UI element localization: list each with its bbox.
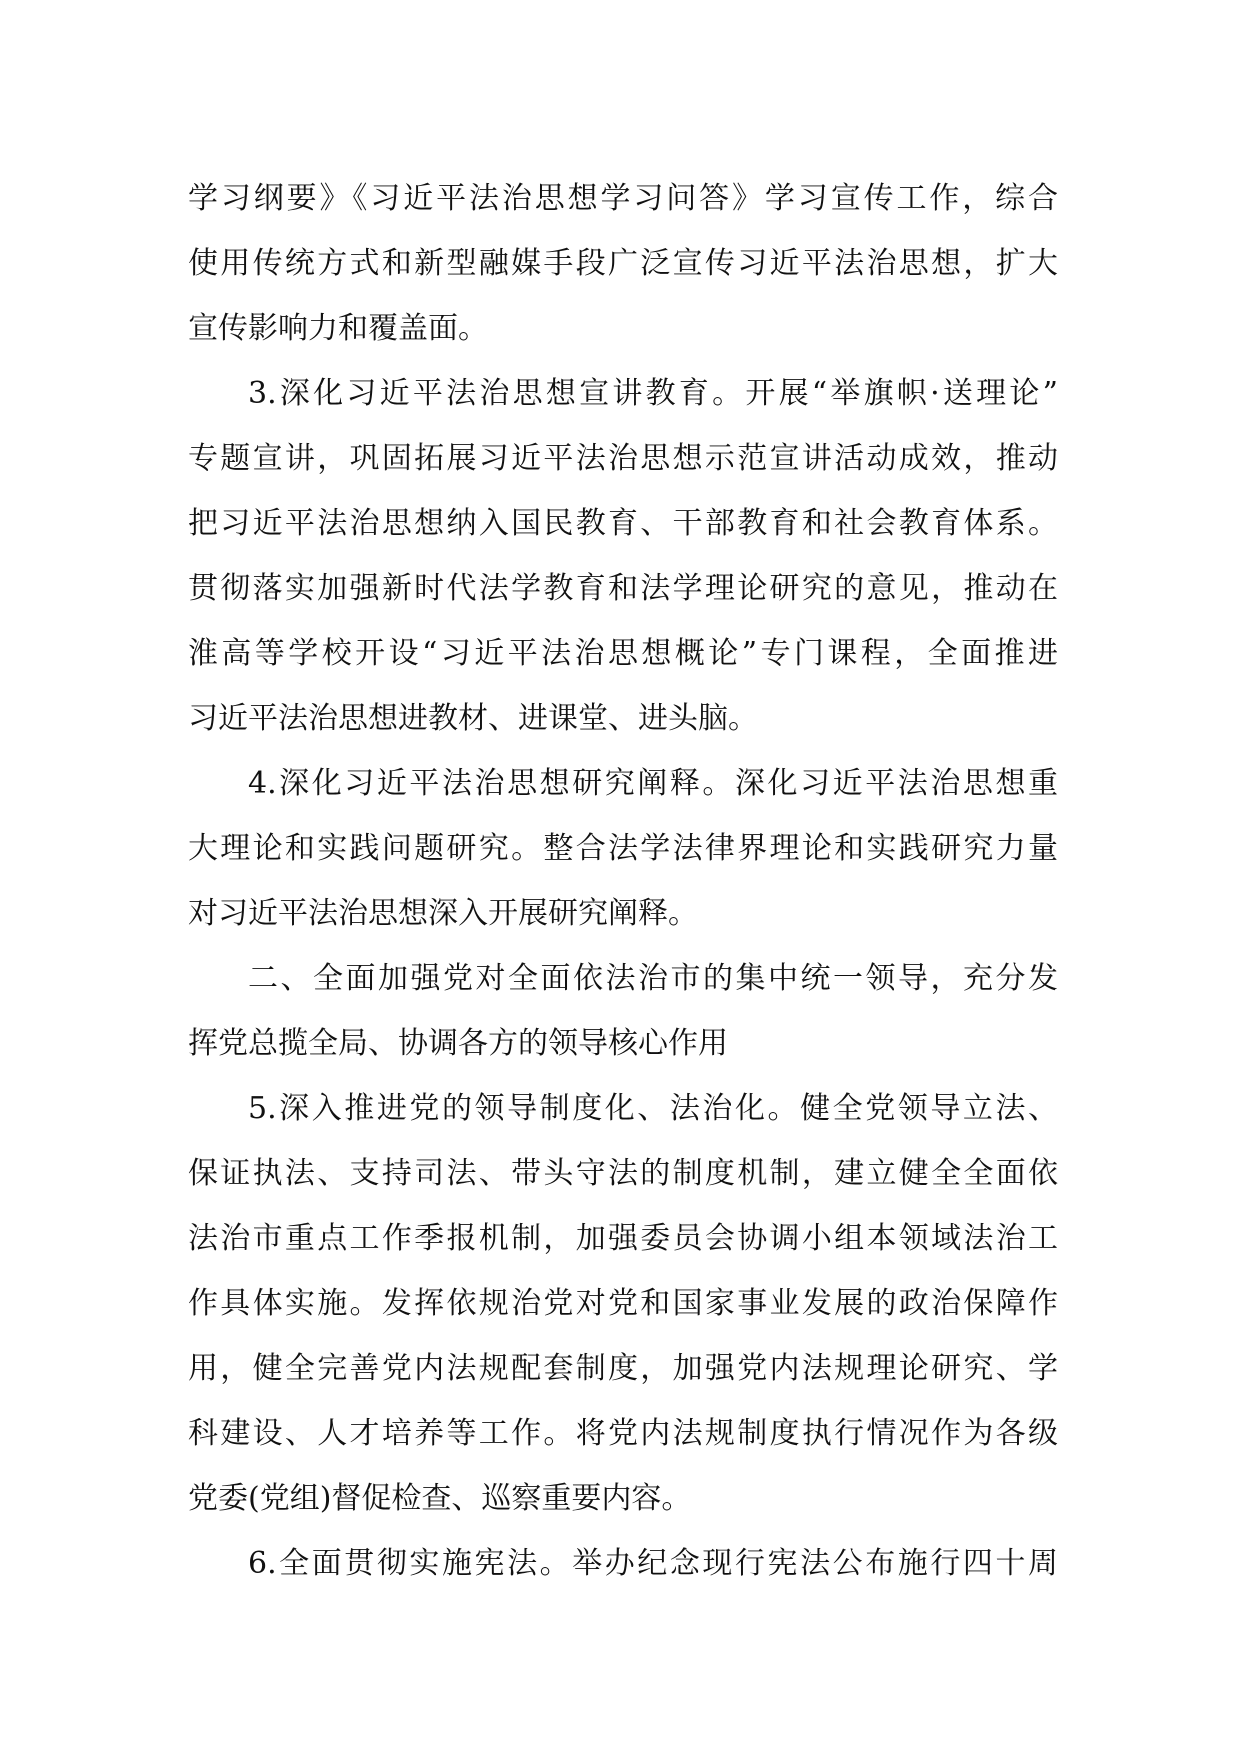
text-line: 使用传统方式和新型融媒手段广泛宣传习近平法治思想，扩大 [188, 246, 1058, 281]
text-line: 5.深入推进党的领导制度化、法治化。健全党领导立法、 [248, 1091, 1058, 1126]
text-line: 法治市重点工作季报机制，加强委员会协调小组本领域法治工 [188, 1221, 1058, 1256]
paragraph [188, 1531, 1058, 1596]
text-line: 用，健全完善党内法规配套制度，加强党内法规理论研究、学 [188, 1351, 1058, 1386]
text-line: 把习近平法治思想纳入国民教育、干部教育和社会教育体系。 [188, 506, 1058, 541]
text-line: 3.深化习近平法治思想宣讲教育。开展“举旗帜·送理论” [248, 376, 1058, 411]
text-line: 宣传影响力和覆盖面。 [188, 311, 488, 346]
paragraph [188, 166, 1058, 361]
text-line: 对习近平法治思想深入开展研究阐释。 [188, 896, 698, 931]
text-line: 学习纲要》《习近平法治思想学习问答》学习宣传工作，综合 [188, 181, 1058, 216]
text-line: 二、全面加强党对全面依法治市的集中统一领导，充分发 [248, 961, 1058, 996]
section-heading [188, 946, 1058, 1076]
text-line: 保证执法、支持司法、带头守法的制度机制，建立健全全面依 [188, 1156, 1058, 1191]
text-line: 大理论和实践问题研究。整合法学法律界理论和实践研究力量 [188, 831, 1058, 866]
text-line: 4.深化习近平法治思想研究阐释。深化习近平法治思想重 [248, 766, 1058, 801]
text-line: 淮高等学校开设“习近平法治思想概论”专门课程，全面推进 [188, 636, 1058, 671]
text-line: 贯彻落实加强新时代法学教育和法学理论研究的意见，推动在 [188, 571, 1058, 606]
text-line: 挥党总揽全局、协调各方的领导核心作用 [188, 1026, 728, 1061]
paragraph [188, 1076, 1058, 1531]
paragraph [188, 751, 1058, 946]
text-line: 专题宣讲，巩固拓展习近平法治思想示范宣讲活动成效，推动 [188, 441, 1058, 476]
text-line: 习近平法治思想进教材、进课堂、进头脑。 [188, 701, 758, 736]
text-line: 科建设、人才培养等工作。将党内法规制度执行情况作为各级 [188, 1416, 1058, 1451]
text-line: 作具体实施。发挥依规治党对党和国家事业发展的政治保障作 [188, 1286, 1058, 1321]
text-line: 党委(党组)督促检查、巡察重要内容。 [188, 1481, 692, 1516]
paragraph [188, 361, 1058, 751]
text-line: 6.全面贯彻实施宪法。举办纪念现行宪法公布施行四十周 [248, 1546, 1058, 1581]
document-body [188, 166, 1058, 1596]
